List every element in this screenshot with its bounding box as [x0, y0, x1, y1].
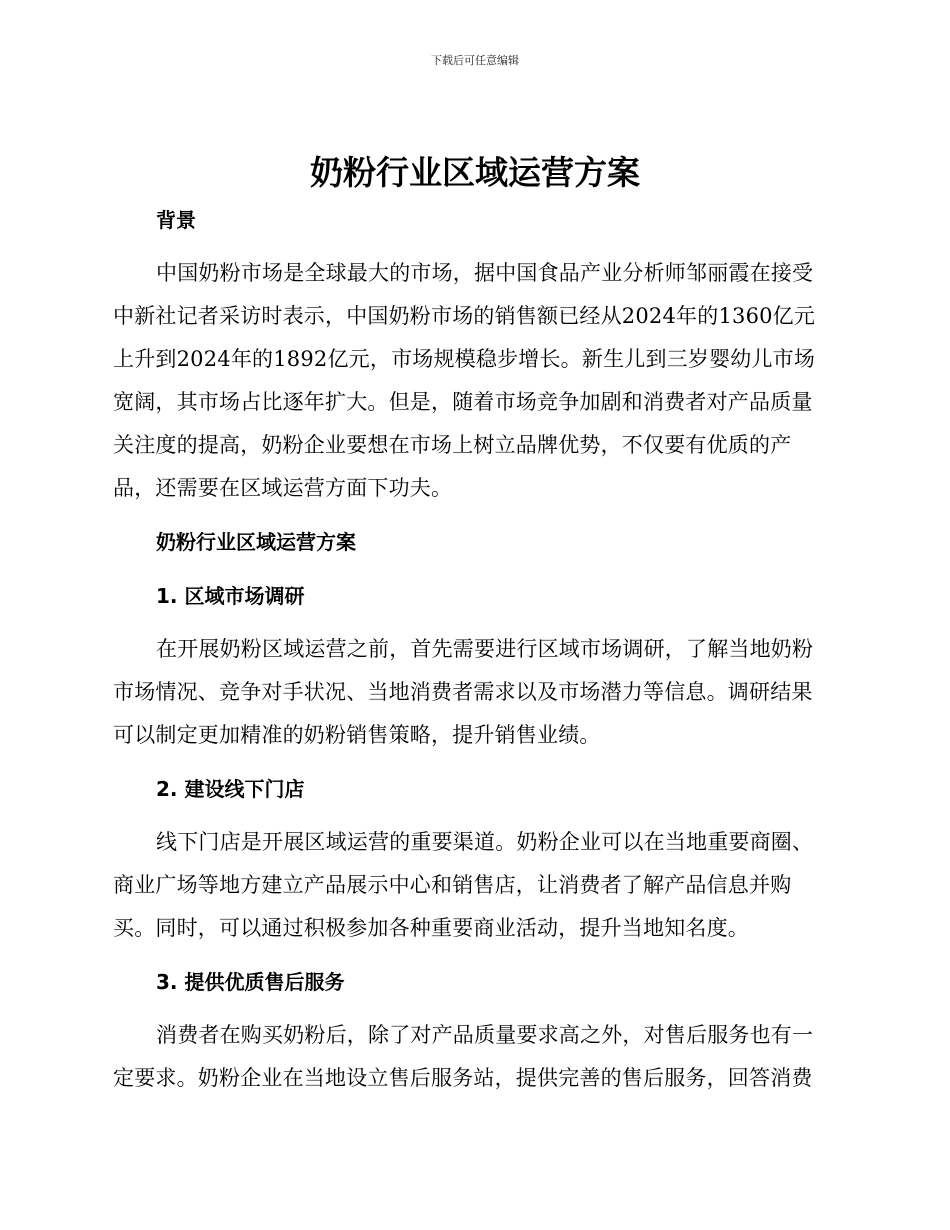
section-heading-item-2: 2. 建设线下门店 [156, 777, 305, 801]
document-title: 奶粉行业区域运营方案 [310, 153, 640, 192]
section-heading-item-1: 1. 区域市场调研 [156, 584, 305, 608]
document-body [113, 198, 833, 1110]
header-note: 下载后可任意编辑 [431, 54, 519, 67]
section-heading-plan: 奶粉行业区域运营方案 [156, 530, 356, 554]
paragraph-item-3: 消费者在购买奶粉后，除了对产品质量要求高之外，对售后服务也有一定要求。奶粉企业在当地设立售后服务站，提供完善的售后服务，回答消费 [113, 1023, 814, 1090]
section-heading-item-3: 3. 提供优质售后服务 [156, 970, 345, 994]
section-heading-background: 背景 [156, 208, 196, 232]
paragraph-item-1: 在开展奶粉区域运营之前，首先需要进行区域市场调研，了解当地奶粉市场情况、竞争对手状况、当地消费者需求以及市场潜力等信息。调研结果可以制定更加精准的奶粉销售策略，提升销售业绩。 [113, 637, 814, 747]
paragraph-background: 中国奶粉市场是全球最大的市场，据中国食品产业分析师邹丽霞在接受中新社记者采访时表示，中国奶粉市场的销售额已经从2024年的1360亿元上升到2024年的1892亿元，市场规模稳步增长。新生儿到三岁婴幼儿市场宽阔，其市场占比逐年扩大。但是，随着市场竞争加剧和消费者对产品质量关注度的提高，奶粉企业要想在市场上树立品牌优势，不仅要有优质的产品，还需要在区域运营方面下功夫。 [113, 261, 816, 500]
paragraph-item-2: 线下门店是开展区域运营的重要渠道。奶粉企业可以在当地重要商圈、商业广场等地方建立产品展示中心和销售店，让消费者了解产品信息并购买。同时，可以通过积极参加各种重要商业活动，提升当地知名度。 [113, 830, 814, 940]
